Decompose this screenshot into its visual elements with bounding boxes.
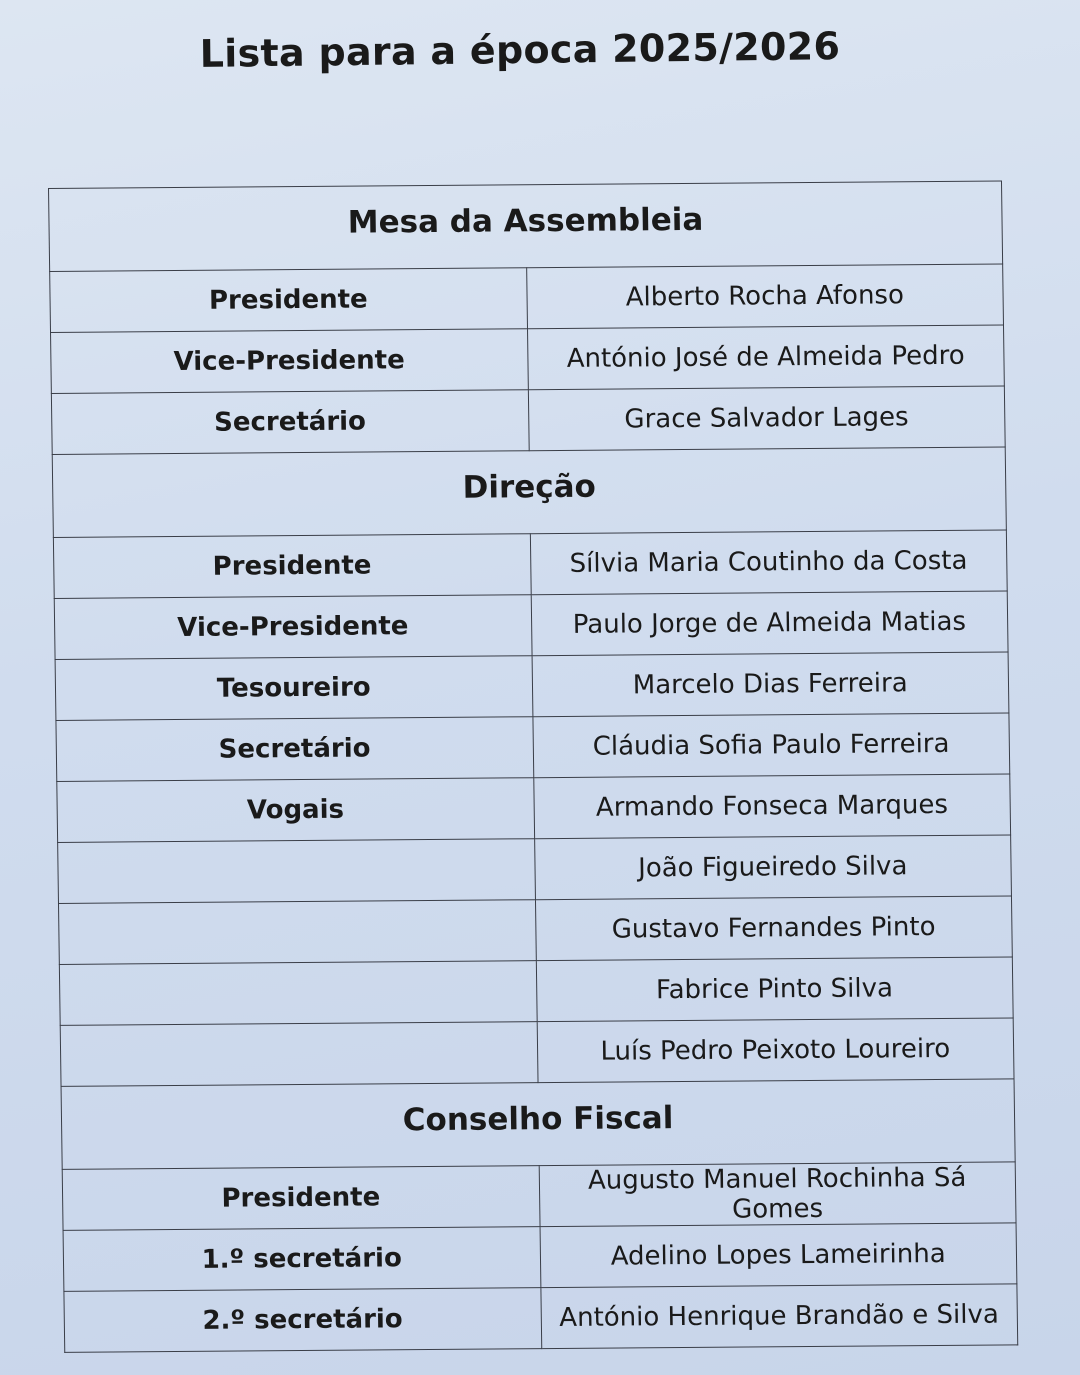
role-cell — [58, 900, 535, 965]
table-row — [59, 957, 1013, 1025]
role-cell: Presidente — [50, 268, 527, 333]
role-cell: Secretário — [56, 717, 533, 782]
table-row — [64, 1284, 1018, 1352]
name-cell: Marcelo Dias Ferreira — [532, 652, 1009, 717]
role-cell: 1.º secretário — [63, 1227, 540, 1292]
table-row — [51, 386, 1005, 454]
name-cell: Gustavo Fernandes Pinto — [535, 896, 1012, 961]
section-heading-mesa-da-assembleia: Mesa da Assembleia — [49, 181, 1003, 271]
table-row — [54, 591, 1008, 659]
section-heading-conselho-fiscal: Conselho Fiscal — [61, 1079, 1015, 1169]
roster-table — [48, 181, 1018, 1353]
name-cell: João Figueiredo Silva — [534, 835, 1011, 900]
name-cell: Adelino Lopes Lameirinha — [540, 1223, 1017, 1288]
name-cell: Luís Pedro Peixoto Loureiro — [537, 1018, 1014, 1083]
table-row — [62, 1162, 1016, 1230]
role-cell: Tesoureiro — [55, 656, 532, 721]
section-heading-direcao: Direção — [52, 447, 1006, 537]
roster-table-container — [48, 181, 1018, 1353]
name-cell: Cláudia Sofia Paulo Ferreira — [532, 713, 1009, 778]
role-cell: Secretário — [51, 390, 528, 455]
table-row — [53, 530, 1007, 598]
name-cell: Paulo Jorge de Almeida Matias — [531, 591, 1008, 656]
table-row — [56, 713, 1010, 781]
role-cell — [60, 1022, 537, 1087]
role-cell: Presidente — [53, 534, 530, 599]
name-cell: Fabrice Pinto Silva — [536, 957, 1013, 1022]
role-cell: Vice-Presidente — [54, 595, 531, 660]
role-cell: Vogais — [57, 778, 534, 843]
name-cell: Sílvia Maria Coutinho da Costa — [530, 530, 1007, 595]
name-cell: Augusto Manuel Rochinha Sá Gomes — [539, 1162, 1016, 1227]
section-header-row — [49, 181, 1003, 271]
table-row — [51, 325, 1005, 393]
name-cell: Armando Fonseca Marques — [533, 774, 1010, 839]
table-row — [50, 264, 1004, 332]
name-cell: Grace Salvador Lages — [528, 386, 1005, 451]
table-row — [63, 1223, 1017, 1291]
page-title: Lista para a época 2025/2026 — [199, 24, 841, 76]
table-row — [58, 896, 1012, 964]
table-row — [57, 774, 1011, 842]
name-cell: António José de Almeida Pedro — [527, 325, 1004, 390]
table-row — [55, 652, 1009, 720]
role-cell — [59, 961, 536, 1026]
table-row — [58, 835, 1012, 903]
role-cell: Vice-Presidente — [51, 329, 528, 394]
section-header-row — [61, 1079, 1015, 1169]
role-cell — [58, 839, 535, 904]
role-cell: Presidente — [62, 1166, 539, 1231]
name-cell: Alberto Rocha Afonso — [526, 264, 1003, 329]
section-header-row — [52, 447, 1006, 537]
name-cell: António Henrique Brandão e Silva — [540, 1284, 1017, 1349]
role-cell: 2.º secretário — [64, 1288, 541, 1353]
table-row — [60, 1018, 1014, 1086]
